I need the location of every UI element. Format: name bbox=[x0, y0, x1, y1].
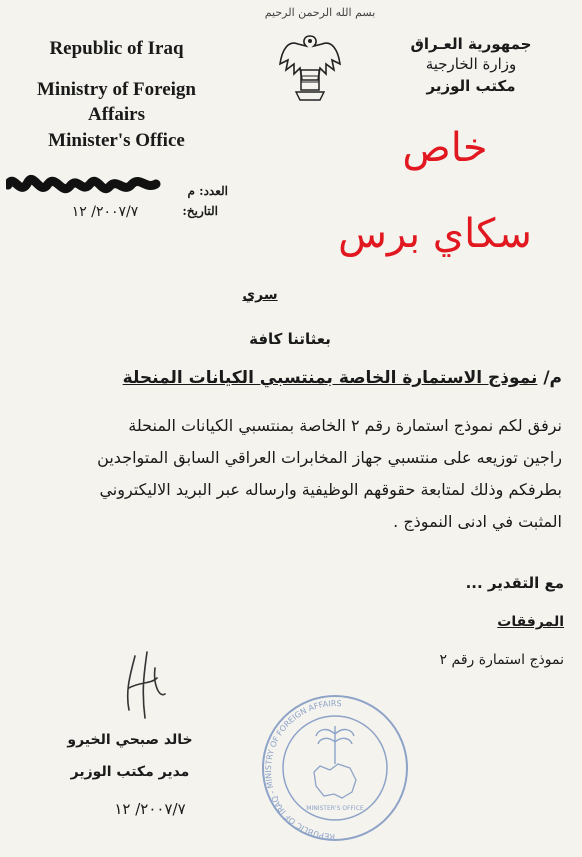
iraq-eagle-emblem-icon bbox=[278, 30, 342, 110]
overlay-khas: خاص bbox=[402, 125, 488, 171]
classification: سري bbox=[242, 287, 278, 303]
closing: مع التقدير ... bbox=[465, 574, 564, 592]
handwritten-signature bbox=[95, 648, 205, 728]
body-line-4: المثبت في ادنى النموذج . bbox=[393, 512, 562, 531]
signatory-name: خالد صبحي الخيرو bbox=[67, 732, 193, 748]
signatory-date: ٢٠٠٧/٧/ ١٢ bbox=[114, 800, 186, 818]
body-line-2: راجين توزيعه على منتسبي جهاز المخابرات العراقي السابق المتواجدين bbox=[97, 448, 562, 467]
en-office: Minister's Office bbox=[48, 130, 185, 151]
addressee: بعثاتنا كافة bbox=[249, 330, 331, 348]
signatory-title: مدير مكتب الوزير bbox=[70, 764, 190, 780]
en-ministry: Ministry of Foreign Affairs bbox=[36, 79, 196, 125]
body-paragraph bbox=[22, 410, 562, 538]
ministry-stamp bbox=[258, 692, 413, 844]
body-line-1: نرفق لكم نموذج استمارة رقم ٢ الخاصة بمنتسبي الكيانات المنحلة bbox=[128, 416, 562, 435]
subject-line bbox=[70, 368, 562, 388]
number-label: العدد: م bbox=[187, 184, 228, 198]
redaction-scribble bbox=[6, 170, 166, 200]
date-label: التاريخ: bbox=[182, 204, 218, 218]
attachment-item: نموذج استمارة رقم ٢ bbox=[439, 652, 564, 668]
ar-ministry: وزارة الخارجية bbox=[425, 55, 517, 73]
overlay-skypress: سكاي برس bbox=[338, 211, 532, 257]
stamp-outer-text: REPUBLIC OF IRAQ - MINISTRY OF FOREIGN AFFAIRS bbox=[264, 698, 342, 842]
body-line-3: بطرفكم وذلك لمتابعة حقوقهم الوظيفية وارساله عبر البريد الاليكتروني bbox=[99, 480, 562, 499]
stamp-inner-text: MINISTER'S OFFICE bbox=[306, 805, 364, 812]
subject-prefix: م/ bbox=[543, 368, 562, 388]
basmala: بسم الله الرحمن الرحيم bbox=[264, 6, 376, 19]
en-country: Republic of Iraq bbox=[49, 38, 184, 59]
ar-office: مكتب الوزير bbox=[426, 77, 516, 95]
subject-text: نموذج الاستمارة الخاصة بمنتسبي الكيانات المنحلة bbox=[122, 368, 538, 388]
attachments-label: المرفقات bbox=[497, 614, 564, 630]
ar-country: جمهورية العـراق bbox=[410, 35, 532, 53]
date-value: ٢٠٠٧/٧/ ١٢ bbox=[71, 204, 139, 220]
